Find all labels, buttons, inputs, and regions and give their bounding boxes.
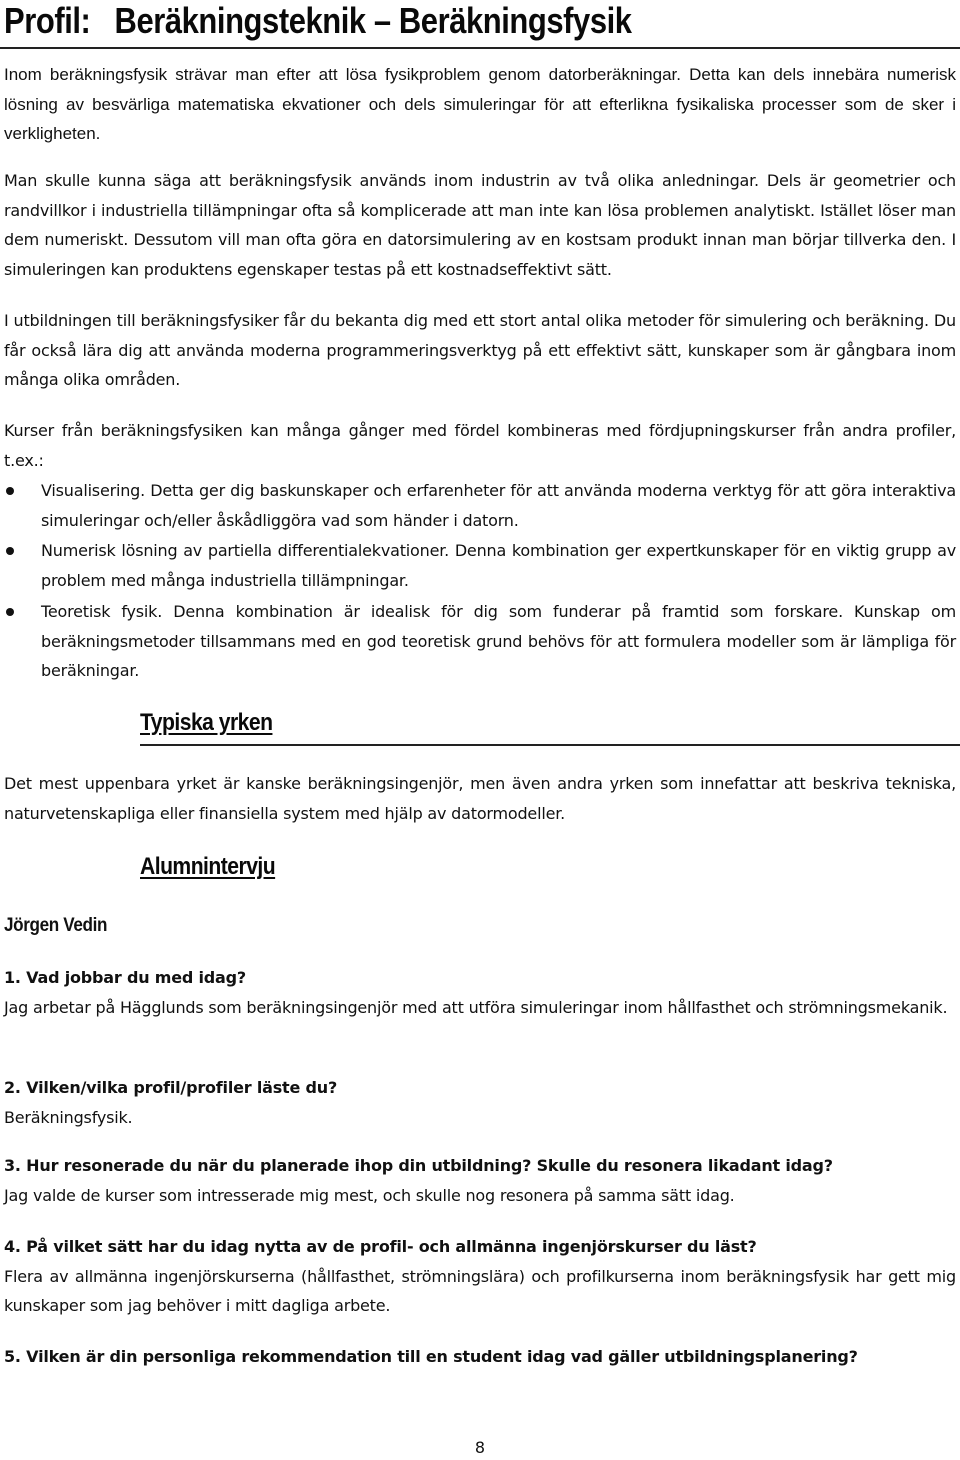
list-item-text: Teoretisk fysik. Denna kombination är idealisk för dig som funderar på framtid som forskare. Kunskap om beräkningsmetoder tillsammans med en god teoretisk grund behövs för att formulera modeller som är lämpliga för beräkningar.: [41, 601, 956, 681]
list-item: [4, 597, 956, 686]
qa-answer: Flera av allmänna ingenjörskurserna (hållfasthet, strömningslära) och profilkurserna inom beräkningsfysik har gett mig kunskaper som jag behöver i mitt dagliga arbete.: [4, 1266, 956, 1316]
title-rule: [0, 47, 960, 49]
list-item: [4, 476, 956, 535]
qa-question: 4. På vilket sätt har du idag nytta av de profil- och allmänna ingenjörskurser du läst?: [4, 1237, 757, 1256]
paragraph-education: I utbildningen till beräkningsfysiker får du bekanta dig med ett stort antal olika metoder för simulering och beräkning. Du får också lära dig att använda moderna programmeringsverktyg på ett effektivt sätt, kunskaper som är gångbara inom många olika områden.: [4, 311, 956, 390]
alumni-name: Jörgen Vedin: [4, 915, 108, 936]
qa-item: [4, 1151, 956, 1210]
qa-item: [4, 1232, 956, 1321]
qa-question: 2. Vilken/vilka profil/profiler läste du?: [4, 1078, 338, 1097]
intro-paragraph: Inom beräkningsfysik strävar man efter att lösa fysikproblem genom datorberäkningar. Detta kan dels innebära numerisk lösning av besvärliga matematiska ekvationer och dels simuleringar för att efterlikna fysikaliska processer som de sker i verkligheten.: [4, 65, 956, 144]
qa-item: [4, 1073, 956, 1132]
section-heading-jobs-text: Typiska yrken: [140, 709, 273, 736]
jobs-paragraph: Det mest uppenbara yrket är kanske beräkningsingenjör, men även andra yrken som innefattar att beskriva tekniska, naturvetenskapliga eller finansiella system med hjälp av datormodeller.: [4, 774, 956, 823]
bullet-icon: [6, 487, 14, 495]
bullet-icon: [6, 608, 14, 616]
paragraph-courses: Kurser från beräkningsfysiken kan många gånger med fördel kombineras med fördjupningskurser från andra profiler, t.ex.:: [4, 421, 956, 470]
course-list: [4, 476, 956, 687]
qa-question: 3. Hur resonerade du när du planerade ihop din utbildning? Skulle du resonera likadant idag?: [4, 1156, 833, 1175]
section-rule: [140, 744, 960, 746]
section-heading-interview-text: Alumnintervju: [140, 853, 276, 880]
section-heading-interview: [140, 852, 275, 882]
list-item-text: Visualisering. Detta ger dig baskunskaper och erfarenheter för att använda moderna verktyg för att göra interaktiva simuleringar och/eller åskådliggöra vad som händer i datorn.: [41, 481, 956, 530]
list-item-text: Numerisk lösning av partiella differentialekvationer. Denna kombination ger expertkunskaper för en viktig grupp av problem med många industriella tillämpningar.: [41, 541, 956, 591]
qa-answer: Jag arbetar på Hägglunds som beräkningsingenjör med att utföra simuleringar inom hållfasthet och strömningsmekanik.: [4, 997, 948, 1017]
bullet-icon: [6, 547, 14, 555]
qa-answer: Jag valde de kurser som intresserade mig mest, och skulle nog resonera på samma sätt idag.: [4, 1185, 735, 1205]
title-prefix: Profil:: [4, 0, 91, 41]
title-main: Beräkningsteknik – Beräkningsfysik: [114, 0, 632, 41]
qa-answer: Beräkningsfysik.: [4, 1107, 133, 1127]
qa-question: 5. Vilken är din personliga rekommendation till en student idag vad gäller utbildningsplanering?: [4, 1347, 858, 1366]
qa-question: 1. Vad jobbar du med idag?: [4, 968, 246, 987]
list-item: [4, 536, 956, 595]
section-heading-jobs: [140, 708, 272, 738]
qa-item: [4, 1342, 956, 1372]
qa-item: [4, 963, 956, 1022]
page-title: [4, 0, 632, 42]
paragraph-industry: Man skulle kunna säga att beräkningsfysik används inom industrin av två olika anledningar. Dels är geometrier och randvillkor i industriella tillämpningar ofta så komplicerade att man inte kan lösa problemen analytiskt. Istället löser man dem numeriskt. Dessutom vill man ofta göra en datorsimulering av en kostsam produkt innan man börjar tillverka den. I simuleringen kan produktens egenskaper testas på ett kostnadseffektivt sätt.: [4, 171, 956, 280]
page-number: 8: [474, 1438, 486, 1457]
